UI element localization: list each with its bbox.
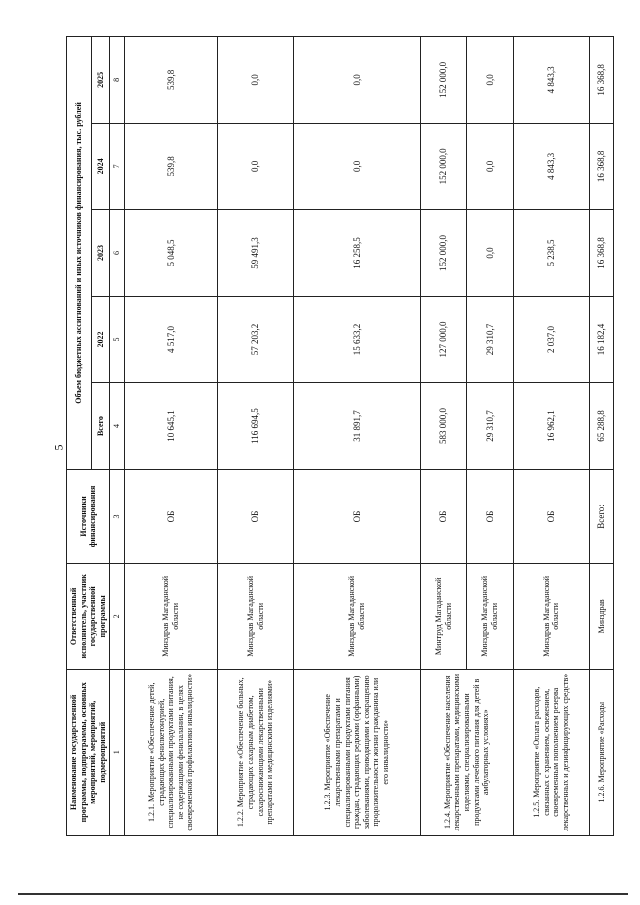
col-number: 6 — [110, 210, 125, 297]
row-executor: Минздрав Магаданской области — [217, 564, 293, 669]
rotated-table — [66, 36, 614, 836]
row-value: 16 962,1 — [513, 383, 589, 470]
row-value: 5 238,5 — [513, 210, 589, 297]
row-value: 16 182,4 — [590, 296, 614, 383]
row-name: 1.2.4. Мероприятие «Обеспечение населения лекарственными препаратами, медицинскими изделиями, специализированными продуктами лечебного питания для детей в амбулаторных условиях» — [420, 669, 513, 835]
header-year: 2024 — [92, 123, 110, 210]
row-value: 0,0 — [467, 37, 514, 124]
table-row — [124, 37, 217, 836]
row-executor: Минздрав Магаданской области — [294, 564, 421, 669]
row-source: ОБ — [124, 469, 217, 563]
row-name: 1.2.5. Мероприятие «Оплата расходов, связанных с хранением, освежением, своевременным пополнением резерва лекарственных и дезинфицирующих средств» — [513, 669, 589, 835]
row-source: ОБ — [294, 469, 421, 563]
col-number: 1 — [110, 669, 125, 835]
col-number: 7 — [110, 123, 125, 210]
row-value: 583 000,0 — [420, 383, 467, 470]
row-name: 1.2.6. Мероприятие «Расходы — [590, 669, 614, 835]
row-value: 15 633,2 — [294, 296, 421, 383]
row-value: 539,8 — [124, 37, 217, 124]
table-row — [294, 37, 421, 836]
row-value: 0,0 — [217, 123, 293, 210]
table-row — [513, 37, 589, 836]
row-value: 16 368,8 — [590, 37, 614, 124]
financing-table — [66, 36, 614, 836]
page-number: 5 — [51, 444, 66, 451]
row-executor: Минздрав Магаданской области — [513, 564, 589, 669]
row-executor: Минздрав — [590, 564, 614, 669]
row-value: 16 368,8 — [590, 123, 614, 210]
row-value: 152 000,0 — [420, 210, 467, 297]
row-value: 4 843,3 — [513, 123, 589, 210]
row-value: 116 694,5 — [217, 383, 293, 470]
row-value: 0,0 — [467, 123, 514, 210]
col-number: 8 — [110, 37, 125, 124]
col-number: 2 — [110, 564, 125, 669]
row-value: 57 203,2 — [217, 296, 293, 383]
header-name: Наименование государственной программы, подпрограммы, основных мероприятий, мероприятий, подмероприятий — [67, 669, 110, 835]
row-value: 59 491,3 — [217, 210, 293, 297]
row-source: ОБ — [420, 469, 467, 563]
row-value: 29 310,7 — [467, 383, 514, 470]
row-value: 152 000,0 — [420, 123, 467, 210]
row-value: 4 517,0 — [124, 296, 217, 383]
row-value: 65 288,8 — [590, 383, 614, 470]
header-year: 2023 — [92, 210, 110, 297]
header-executor: Ответственный исполнитель, участник государственной программы — [67, 564, 110, 669]
row-executor: Минздрав Магаданской области — [467, 564, 514, 669]
row-value: 2 037,0 — [513, 296, 589, 383]
col-number: 3 — [110, 469, 125, 563]
header-year: 2025 — [92, 37, 110, 124]
row-source: ОБ — [513, 469, 589, 563]
header-year: 2022 — [92, 296, 110, 383]
row-source: ОБ — [217, 469, 293, 563]
row-executor: Минздрав Магаданской области — [124, 564, 217, 669]
row-value: 5 048,5 — [124, 210, 217, 297]
col-number: 5 — [110, 296, 125, 383]
row-value: 0,0 — [294, 123, 421, 210]
row-value: 16 368,8 — [590, 210, 614, 297]
row-value: 31 891,7 — [294, 383, 421, 470]
row-name: 1.2.1. Мероприятие «Обеспечение детей, страдающих фенилкетонурией, специализированными продуктами питания, не содержащими фенилаланин, в целях своевременной профилактики инвалидности» — [124, 669, 217, 835]
row-executor: Минтруд Магаданской области — [420, 564, 467, 669]
row-value: 539,8 — [124, 123, 217, 210]
table-row — [590, 37, 614, 836]
row-value: 4 843,3 — [513, 37, 589, 124]
row-value: 0,0 — [294, 37, 421, 124]
row-value: 152 000,0 — [420, 37, 467, 124]
col-number: 4 — [110, 383, 125, 470]
row-name: 1.2.3. Мероприятие «Обеспечение лекарственными препаратами и специализированными продуктами питания граждан, страдающих редкими (орфанными) заболеваниями, приводящими к сокращению продолжительности жизни гражданина или его инвалидности» — [294, 669, 421, 835]
header-sources: Источники финансирования — [67, 469, 110, 563]
table-row — [217, 37, 293, 836]
row-value: 0,0 — [467, 210, 514, 297]
row-value: 127 000,0 — [420, 296, 467, 383]
row-name: 1.2.2. Мероприятие «Обеспечение больных, страдающих сахарным диабетом, сахароснижающими лекарственными препаратами и медицинскими изделиями» — [217, 669, 293, 835]
row-value: 29 310,7 — [467, 296, 514, 383]
header-year: Всего — [92, 383, 110, 470]
row-value: 16 258,5 — [294, 210, 421, 297]
bottom-rule — [18, 893, 628, 895]
row-value: 0,0 — [217, 37, 293, 124]
table-container — [66, 36, 614, 836]
row-source: Всего: — [590, 469, 614, 563]
row-value: 10 645,1 — [124, 383, 217, 470]
header-volume: Объем бюджетных ассигнований и иных источников финансирования, тыс. рублей — [67, 37, 92, 470]
row-source: ОБ — [467, 469, 514, 563]
table-row — [420, 37, 467, 836]
